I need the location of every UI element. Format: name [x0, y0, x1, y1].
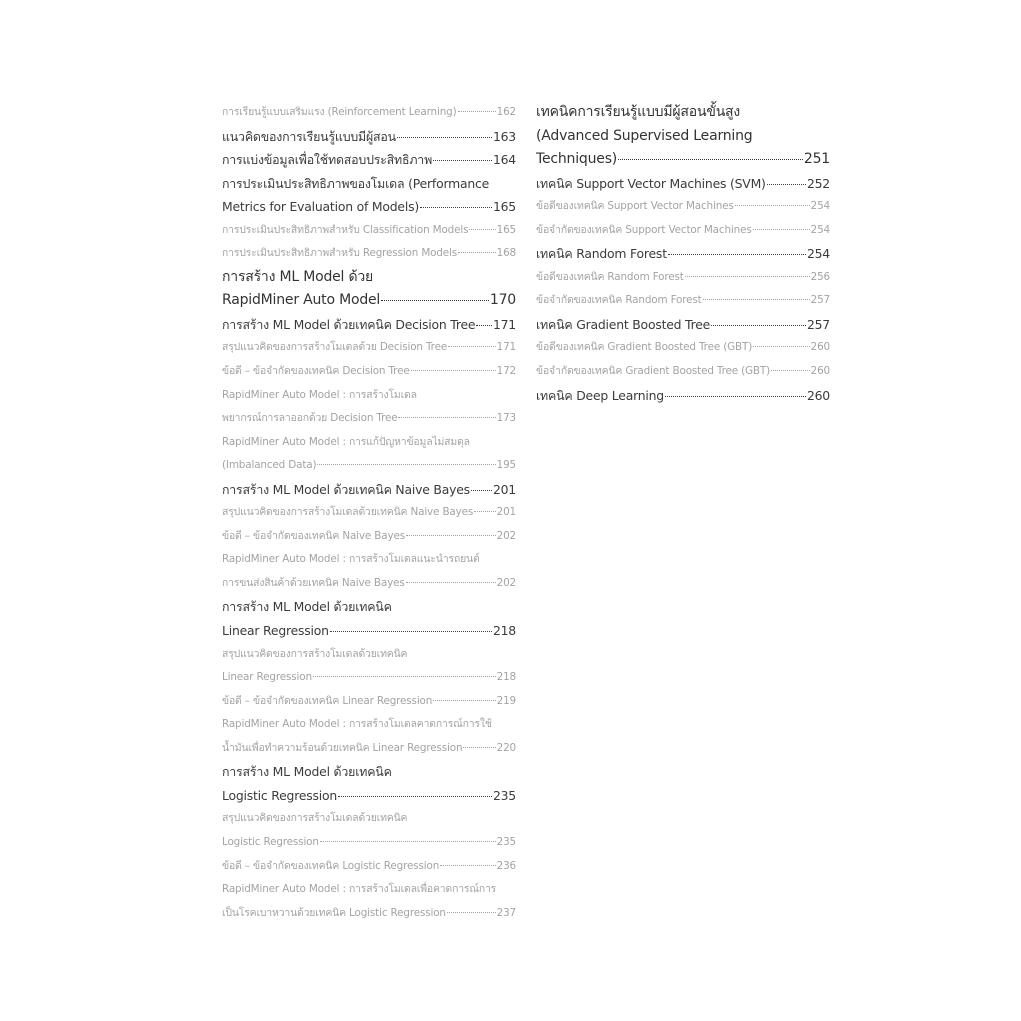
toc-entry-title: RapidMiner Auto Model: [222, 292, 381, 309]
toc-page-number: 260: [806, 387, 830, 403]
toc-page-number: 237: [496, 906, 516, 919]
toc-page-number: 201: [492, 481, 516, 497]
toc-entry-title: สรุปแนวคิดของการสร้างโมเดลด้วยเทคนิค: [222, 647, 408, 660]
toc-entry: [222, 690, 516, 714]
toc-entry: [536, 219, 830, 243]
toc-entry: [536, 384, 830, 408]
toc-page-number: 171: [496, 341, 516, 354]
toc-entry-title: การสร้าง ML Model ด้วยเทคนิค: [222, 764, 392, 780]
toc-entry-title: เทคนิค Random Forest: [536, 246, 667, 262]
dot-leader: [711, 325, 806, 326]
toc-entry-title: สรุปแนวคิดของการสร้างโมเดลด้วยเทคนิค Naive Bayes: [222, 506, 474, 519]
toc-entry: [222, 148, 516, 172]
toc-entry: [536, 266, 830, 290]
toc-entry-title: น้ำมันเพื่อทำความร้อนด้วยเทคนิค Linear Regression: [222, 741, 463, 754]
toc-entry-title: การขนส่งสินค้าด้วยเทคนิค Naive Bayes: [222, 576, 405, 589]
toc-entry-title: พยากรณ์การลาออกด้วย Decision Tree: [222, 412, 398, 425]
toc-entry-title: ข้อดีของเทคนิค Gradient Boosted Tree (GBT): [536, 341, 753, 354]
dot-leader: [330, 631, 492, 632]
toc-entry-title: ข้อดี – ข้อจำกัดของเทคนิค Logistic Regression: [222, 859, 440, 872]
toc-page-number: 162: [496, 106, 516, 118]
toc-page-number: 220: [496, 741, 516, 754]
toc-entry: [222, 336, 516, 360]
toc-page-number: 254: [810, 200, 830, 213]
toc-page-number: 251: [803, 151, 830, 168]
dot-leader: [463, 747, 495, 748]
toc-entry-title: ข้อดี – ข้อจำกัดของเทคนิค Naive Bayes: [222, 529, 405, 542]
toc-entry-title: การประเมินประสิทธิภาพสำหรับ Classification Models: [222, 223, 469, 236]
toc-page-number: 201: [496, 506, 516, 519]
toc-entry: [222, 595, 516, 642]
toc-entry: [222, 501, 516, 525]
toc-page-number: 164: [492, 152, 516, 168]
toc-entry: [536, 289, 830, 313]
dot-leader: [753, 346, 810, 347]
toc-entry: [536, 313, 830, 337]
toc-entry: [222, 478, 516, 502]
toc-entry-title: RapidMiner Auto Model : การสร้างโมเดลเพื่อคาดการณ์การ: [222, 883, 497, 896]
toc-page-number: 260: [810, 341, 830, 354]
toc-page-number: 168: [496, 247, 516, 260]
toc-page-number: 195: [496, 459, 516, 472]
toc-entry-title: Techniques): [536, 151, 618, 168]
toc-entry: [536, 360, 830, 384]
toc-page-number: 202: [496, 576, 516, 589]
toc-entry-title: การประเมินประสิทธิภาพของโมเดล (Performance: [222, 175, 490, 191]
toc-page-number: 218: [496, 671, 516, 684]
toc-entry-title: สรุปแนวคิดของการสร้างโมเดลด้วยเทคนิค: [222, 812, 408, 825]
toc-entry-title: ข้อดีของเทคนิค Random Forest: [536, 270, 684, 283]
toc-page-number: 257: [810, 294, 830, 307]
dot-leader: [703, 299, 810, 300]
toc-entry: [222, 125, 516, 149]
toc-entry-title: แนวคิดของการเรียนรู้แบบมีผู้สอน: [222, 128, 396, 144]
toc-entry-title: การเรียนรู้แบบเสริมแรง (Reinforcement Learning): [222, 106, 457, 118]
toc-page-number: 260: [810, 365, 830, 378]
toc-entry: [222, 643, 516, 690]
dot-leader: [469, 229, 495, 230]
toc-entry-title: RapidMiner Auto Model : การสร้างโมเดลคาดการณ์การใช้: [222, 718, 492, 731]
dot-leader: [420, 207, 492, 208]
dot-leader: [406, 582, 496, 583]
toc-entry-title: Linear Regression: [222, 623, 329, 639]
toc-entry-title: RapidMiner Auto Model : การแก้ปัญหาข้อมูลไม่สมดุล: [222, 435, 470, 448]
dot-leader: [753, 229, 810, 230]
toc-entry: [222, 360, 516, 384]
toc-page-number: 252: [806, 175, 830, 191]
toc-entry-title: (Advanced Supervised Learning: [536, 127, 753, 144]
toc-page-number: 173: [496, 412, 516, 425]
toc-entry: [222, 878, 516, 925]
toc-entry-title: การประเมินประสิทธิภาพสำหรับ Regression Models: [222, 247, 458, 260]
dot-leader: [735, 205, 810, 206]
toc-left-column: [222, 101, 516, 925]
dot-leader: [448, 346, 496, 347]
toc-entry: [222, 266, 516, 313]
toc-page-number: 219: [496, 694, 516, 707]
dot-leader: [320, 841, 496, 842]
toc-entry: [536, 242, 830, 266]
dot-leader: [411, 370, 496, 371]
toc-entry: [536, 101, 830, 172]
toc-entry-title: เทคนิค Gradient Boosted Tree: [536, 316, 711, 332]
dot-leader: [447, 912, 496, 913]
dot-leader: [440, 865, 495, 866]
dot-leader: [471, 490, 492, 491]
dot-leader: [458, 111, 496, 112]
toc-page-number: 257: [806, 316, 830, 332]
toc-entry: [222, 219, 516, 243]
dot-leader: [665, 396, 806, 397]
toc-entry-title: Metrics for Evaluation of Models): [222, 199, 419, 215]
dot-leader: [406, 535, 496, 536]
toc-entry-title: ข้อจำกัดของเทคนิค Gradient Boosted Tree (GBT): [536, 365, 771, 378]
toc-entry-title: RapidMiner Auto Model : การสร้างโมเดล: [222, 388, 417, 401]
toc-entry-title: (Imbalanced Data): [222, 459, 317, 472]
toc-entry-title: การสร้าง ML Model ด้วย: [222, 268, 374, 285]
dot-leader: [398, 417, 495, 418]
toc-entry-title: การแบ่งข้อมูลเพื่อใช้ทดสอบประสิทธิภาพ: [222, 152, 433, 168]
toc-page-number: 235: [496, 835, 516, 848]
toc-page-number: 235: [492, 787, 516, 803]
dot-leader: [668, 254, 806, 255]
toc-entry: [222, 431, 516, 478]
toc-entry: [536, 336, 830, 360]
toc-entry-title: ข้อจำกัดของเทคนิค Support Vector Machines: [536, 223, 752, 236]
toc-entry-title: Linear Regression: [222, 671, 312, 684]
dot-leader: [771, 370, 810, 371]
toc-entry-title: ข้อดีของเทคนิค Support Vector Machines: [536, 200, 734, 213]
dot-leader: [476, 325, 492, 326]
toc-entry-title: Logistic Regression: [222, 835, 319, 848]
dot-leader: [433, 160, 492, 161]
toc-entry: [222, 713, 516, 760]
toc-entry-title: เป็นโรคเบาหวานด้วยเทคนิค Logistic Regression: [222, 906, 446, 919]
dot-leader: [313, 676, 496, 677]
toc-entry: [536, 172, 830, 196]
dot-leader: [474, 511, 495, 512]
dot-leader: [397, 137, 492, 138]
toc-page-number: 254: [806, 246, 830, 262]
toc-page-number: 165: [492, 199, 516, 215]
toc-entry: [222, 172, 516, 219]
toc-entry-title: RapidMiner Auto Model : การสร้างโมเดลแนะนำรถยนต์: [222, 553, 480, 566]
dot-leader: [338, 796, 492, 797]
toc-page-number: 202: [496, 529, 516, 542]
toc-page-number: 218: [492, 623, 516, 639]
toc-entry: [222, 384, 516, 431]
toc-page-number: 256: [810, 270, 830, 283]
toc-page-number: 165: [496, 223, 516, 236]
toc-entry-title: เทคนิค Support Vector Machines (SVM): [536, 175, 766, 191]
toc-page-number: 170: [489, 292, 516, 309]
toc-page-number: 172: [496, 365, 516, 378]
toc-entry-title: Logistic Regression: [222, 787, 338, 803]
toc-entry: [222, 548, 516, 595]
toc-entry: [222, 855, 516, 879]
toc-entry-title: เทคนิค Deep Learning: [536, 387, 664, 403]
toc-right-column: [536, 101, 830, 407]
dot-leader: [458, 252, 496, 253]
dot-leader: [685, 276, 810, 277]
toc-entry-title: การสร้าง ML Model ด้วยเทคนิค Decision Tree: [222, 316, 476, 332]
toc-entry: [222, 101, 516, 125]
toc-entry-title: เทคนิคการเรียนรู้แบบมีผู้สอนขั้นสูง: [536, 104, 741, 120]
toc-entry: [222, 807, 516, 854]
dot-leader: [618, 159, 803, 160]
toc-entry-title: ข้อดี – ข้อจำกัดของเทคนิค Linear Regression: [222, 694, 433, 707]
toc-entry: [536, 195, 830, 219]
toc-page-number: 236: [496, 859, 516, 872]
toc-entry-title: ข้อดี – ข้อจำกัดของเทคนิค Decision Tree: [222, 365, 410, 378]
dot-leader: [433, 700, 495, 701]
dot-leader: [381, 300, 489, 301]
toc-entry: [222, 313, 516, 337]
toc-entry-title: สรุปแนวคิดของการสร้างโมเดลด้วย Decision Tree: [222, 341, 448, 354]
toc-entry-title: ข้อจำกัดของเทคนิค Random Forest: [536, 294, 702, 307]
toc-page-number: 163: [492, 128, 516, 144]
toc-page-number: 254: [810, 223, 830, 236]
dot-leader: [767, 184, 806, 185]
toc-entry-title: การสร้าง ML Model ด้วยเทคนิค Naive Bayes: [222, 481, 470, 497]
toc-entry-title: การสร้าง ML Model ด้วยเทคนิค: [222, 599, 392, 615]
toc-entry: [222, 525, 516, 549]
toc-page-number: 171: [492, 316, 516, 332]
dot-leader: [317, 464, 495, 465]
toc-entry: [222, 242, 516, 266]
toc-entry: [222, 760, 516, 807]
